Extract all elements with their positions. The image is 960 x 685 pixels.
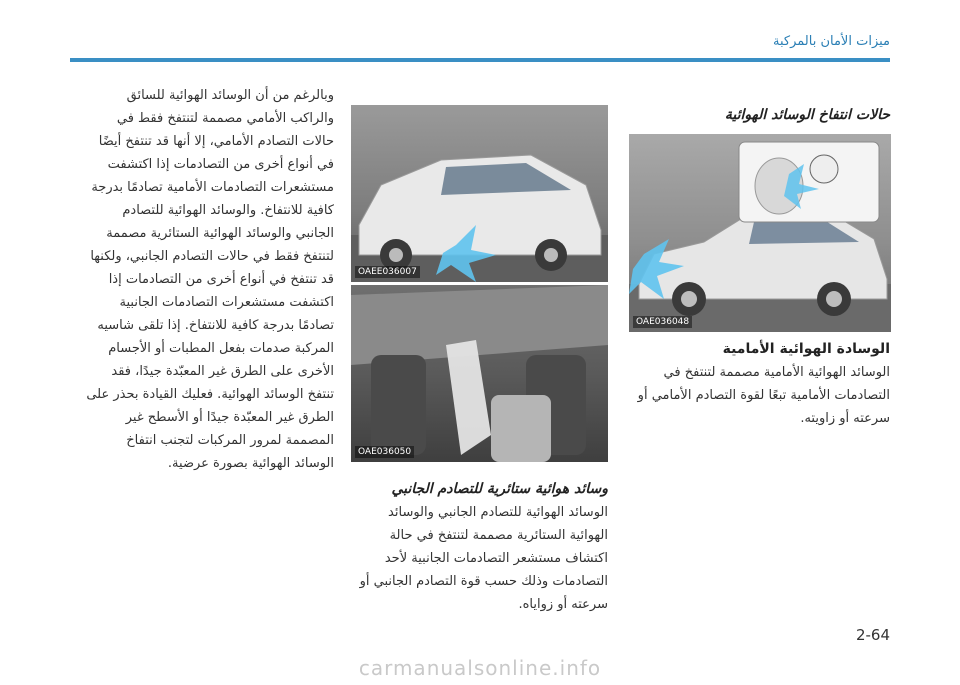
frontal-crash-image [629,134,891,332]
header-rule [70,58,890,62]
frontal-airbag-illustration [629,134,891,332]
interior-airbag-image [351,285,608,462]
figure-code: OAE036048 [633,316,692,328]
section-heading: حالات انتفاخ الوسائد الهوائية [724,107,890,123]
side-crash-image [351,105,608,282]
curtain-airbag-illustration [351,285,608,462]
page-header-title: ميزات الأمان بالمركبة [773,34,890,49]
curtain-airbag-subheading: وسائد هوائية ستائرية للتصادم الجانبي [391,481,608,497]
frontal-airbag-text: الوسائد الهوائية الأمامية مصممة لتنتفخ في التصادمات الأمامية تبعًا لقوة التصادم الأمامي أو سرعته أو زاويته. [637,365,890,426]
left-column-body [86,84,334,475]
frontal-airbag-subheading: الوسادة الهوائية الأمامية [722,341,890,357]
figure-code: OAEE036007 [355,266,420,278]
side-impact-illustration [351,105,608,282]
curtain-airbag-text: الوسائد الهوائية للتصادم الجانبي والوسائد الهوائية الستائرية مصممة لتنتفخ في حالة اكتشاف مستشعر التصادمات الجانبية لأحد التصادمات وذلك حسب قوة التصادم الجانبي أو سرعته أو زواياه. [359,505,608,612]
middle-column-body [350,478,608,616]
page-number: 2-64 [855,626,890,644]
watermark-text: carmanualsonline.info [358,656,602,680]
right-column-body [630,338,890,430]
figure-code: OAE036050 [355,446,414,458]
right-column-heading-block [630,104,890,127]
airbag-deployment-text: وبالرغم من أن الوسائد الهوائية للسائق والراكب الأمامي مصممة لتنتفخ فقط في حالات التصادم الأمامي، إلا أنها قد تنتفخ أيضًا في أنواع أخرى من التصادمات إذا اكتشفت مستشعرات التصادمات الأمامية تصادمًا بدرجة كافية للانتفاخ. والوسائد الهوائية للتصادم الجانبي والوسائد الهوائية الستائرية مصممة لتنتفخ فقط في حالات التصادم الجانبي، ولكنها قد تنتفخ في أنواع أخرى من التصادمات إذا اكتشفت مستشعرات التصادمات الجانبية تصادمًا بدرجة كافية للانتفاخ. إذا تلقى شاسيه المركبة صدمات بفعل المطبات أو الأجسام الأخرى على الطرق غير المعبّدة جيدًا، فقد تنتفخ الوسائد الهوائية. فعليك القيادة بحذر على الطرق غير المعبّدة جيدًا أو الأسطح غير المصممة لمرور المركبات لتجنب انتفاخ الوسائد الهوائية بصورة عرضية. [86,88,334,471]
